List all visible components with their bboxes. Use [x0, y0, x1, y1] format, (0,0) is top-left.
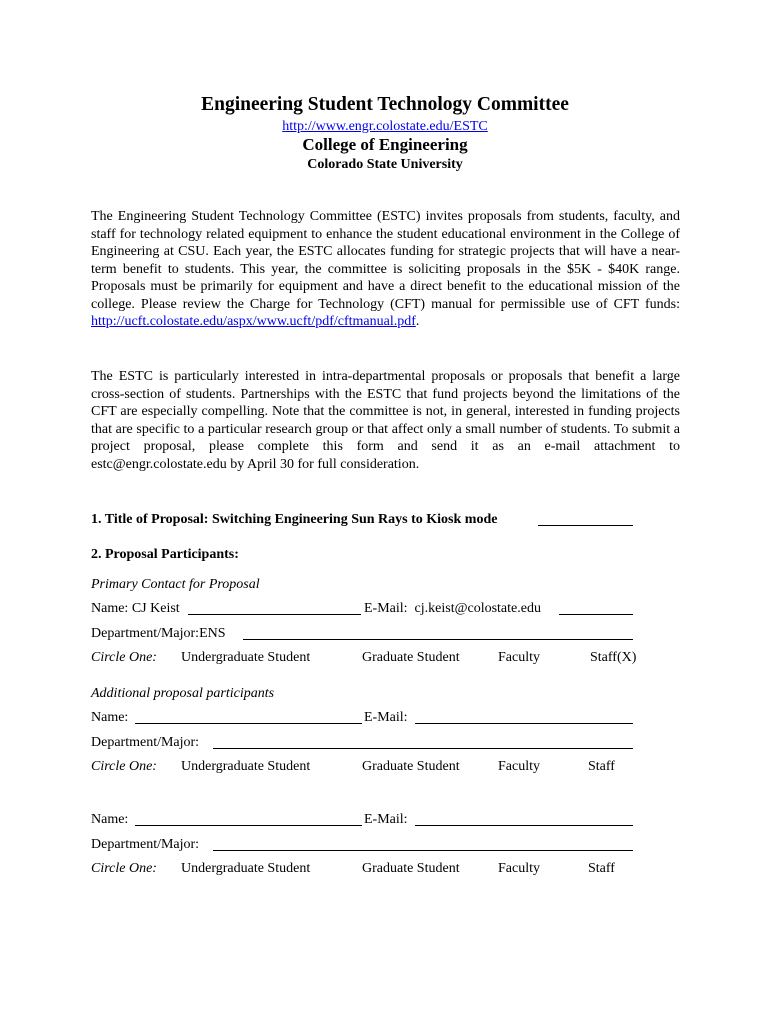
college-heading: College of Engineering — [302, 135, 468, 154]
proposal-title: 1. Title of Proposal: Switching Engineering Sun Rays to Kiosk mode — [91, 512, 498, 527]
add1-name-blank[interactable] — [135, 710, 362, 724]
option-faculty[interactable]: Faculty — [498, 861, 540, 876]
additional-heading: Additional proposal participants — [91, 686, 275, 701]
add1-email-blank[interactable] — [415, 710, 633, 724]
primary-contact-heading: Primary Contact for Proposal — [91, 577, 260, 592]
email-label: E-Mail: — [364, 710, 408, 725]
primary-circle-row — [91, 650, 651, 668]
option-undergrad[interactable]: Undergraduate Student — [181, 861, 311, 876]
option-undergrad[interactable]: Undergraduate Student — [181, 759, 311, 774]
option-staff[interactable]: Staff — [588, 759, 615, 774]
dept-label: Department/Major: — [91, 735, 200, 750]
primary-dept-value[interactable]: ENS — [199, 626, 226, 641]
additional-heading-row — [91, 686, 651, 704]
university-heading: Colorado State University — [307, 157, 463, 172]
circle-one-label: Circle One: — [91, 861, 157, 876]
name-label: Name: — [91, 812, 129, 827]
email-label: E-Mail: — [364, 812, 408, 827]
dept-label: Department/Major: — [91, 837, 200, 852]
primary-email-value[interactable]: cj.keist@colostate.edu — [414, 601, 541, 616]
primary-name-row — [91, 601, 651, 619]
primary-contact-row — [91, 577, 651, 595]
estc-link[interactable]: http://www.engr.colostate.edu/ESTC — [282, 119, 488, 134]
option-faculty[interactable]: Faculty — [498, 650, 540, 665]
proposal-title-row — [91, 512, 651, 530]
option-grad[interactable]: Graduate Student — [362, 861, 460, 876]
option-grad[interactable]: Graduate Student — [362, 650, 460, 665]
add2-name-blank[interactable] — [135, 812, 362, 826]
page-title: Engineering Student Technology Committee — [201, 94, 569, 115]
add2-dept-row — [91, 837, 651, 855]
intro-text-1: The Engineering Student Technology Committee (ESTC) invites proposals from students, faculty, and staff for technology related equipment to enhance the student educational environment in the College of Engineering at CSU. Each year, the ESTC allocates funding for strategic projects that will have a near-term benefit to students. This year, the committee is soliciting proposals in the $5K - $40K range. Proposals must be primarily for equipment and have a direct benefit to the educational mission of the college. Please review the Charge for Technology (CFT) manual for permissible use of CFT funds: — [91, 209, 680, 312]
name-label: Name: — [91, 710, 129, 725]
primary-email-blank[interactable] — [559, 601, 633, 615]
option-staff[interactable]: Staff — [588, 861, 615, 876]
email-label: E-Mail: — [364, 601, 408, 616]
primary-dept-row — [91, 626, 651, 644]
option-faculty[interactable]: Faculty — [498, 759, 540, 774]
add2-circle-row — [91, 861, 651, 879]
primary-dept-blank[interactable] — [243, 626, 633, 640]
circle-one-label: Circle One: — [91, 759, 157, 774]
add1-dept-row — [91, 735, 651, 753]
intro-paragraph-1: The Engineering Student Technology Committee (ESTC) invites proposals from students, faculty, and staff for technology related equipment to enhance the student educational environment in the College of Engineering at CSU. Each year, the ESTC allocates funding for strategic projects that will have a near-term benefit to students. This year, the committee is soliciting proposals in the $5K - $40K range. Proposals must be primarily for equipment and have a direct benefit to the educational mission of the college. Please review the Charge for Technology (CFT) manual for permissible use of CFT funds: http://ucft.colostate.edu/aspx/www.ucft/pdf/cftmanual.pdf. — [91, 209, 680, 329]
add1-name-row — [91, 710, 651, 728]
option-undergrad[interactable]: Undergraduate Student — [181, 650, 311, 665]
add2-name-row — [91, 812, 651, 830]
intro-paragraph-2: The ESTC is particularly interested in intra-departmental proposals or proposals that benefit a large cross-section of students. Partnerships with the ESTC that fund projects beyond the limitations of the CFT are especially compelling. Note that the committee is not, in general, interested in funding projects that are specific to a particular research group or that affect only a small number of students. To submit a project proposal, please complete this form and send it as an e-mail attachment to estc@engr.colostate.edu by April 30 for full consideration. — [91, 369, 680, 472]
option-grad[interactable]: Graduate Student — [362, 759, 460, 774]
add1-dept-blank[interactable] — [213, 735, 633, 749]
participants-heading: 2. Proposal Participants: — [91, 547, 239, 562]
add2-email-blank[interactable] — [415, 812, 633, 826]
option-staff-selected[interactable]: Staff(X) — [590, 650, 637, 665]
add1-circle-row — [91, 759, 651, 777]
proposal-title-blank[interactable] — [538, 512, 633, 526]
primary-name-blank[interactable] — [188, 601, 361, 615]
primary-name-value[interactable]: CJ Keist — [131, 601, 180, 616]
name-label: Name: — [91, 601, 129, 616]
add2-dept-blank[interactable] — [213, 837, 633, 851]
dept-label: Department/Major: — [91, 626, 200, 641]
participants-heading-row — [91, 547, 651, 565]
cft-manual-link[interactable]: http://ucft.colostate.edu/aspx/www.ucft/pdf/cftmanual.pdf — [91, 314, 416, 329]
circle-one-label: Circle One: — [91, 650, 157, 665]
